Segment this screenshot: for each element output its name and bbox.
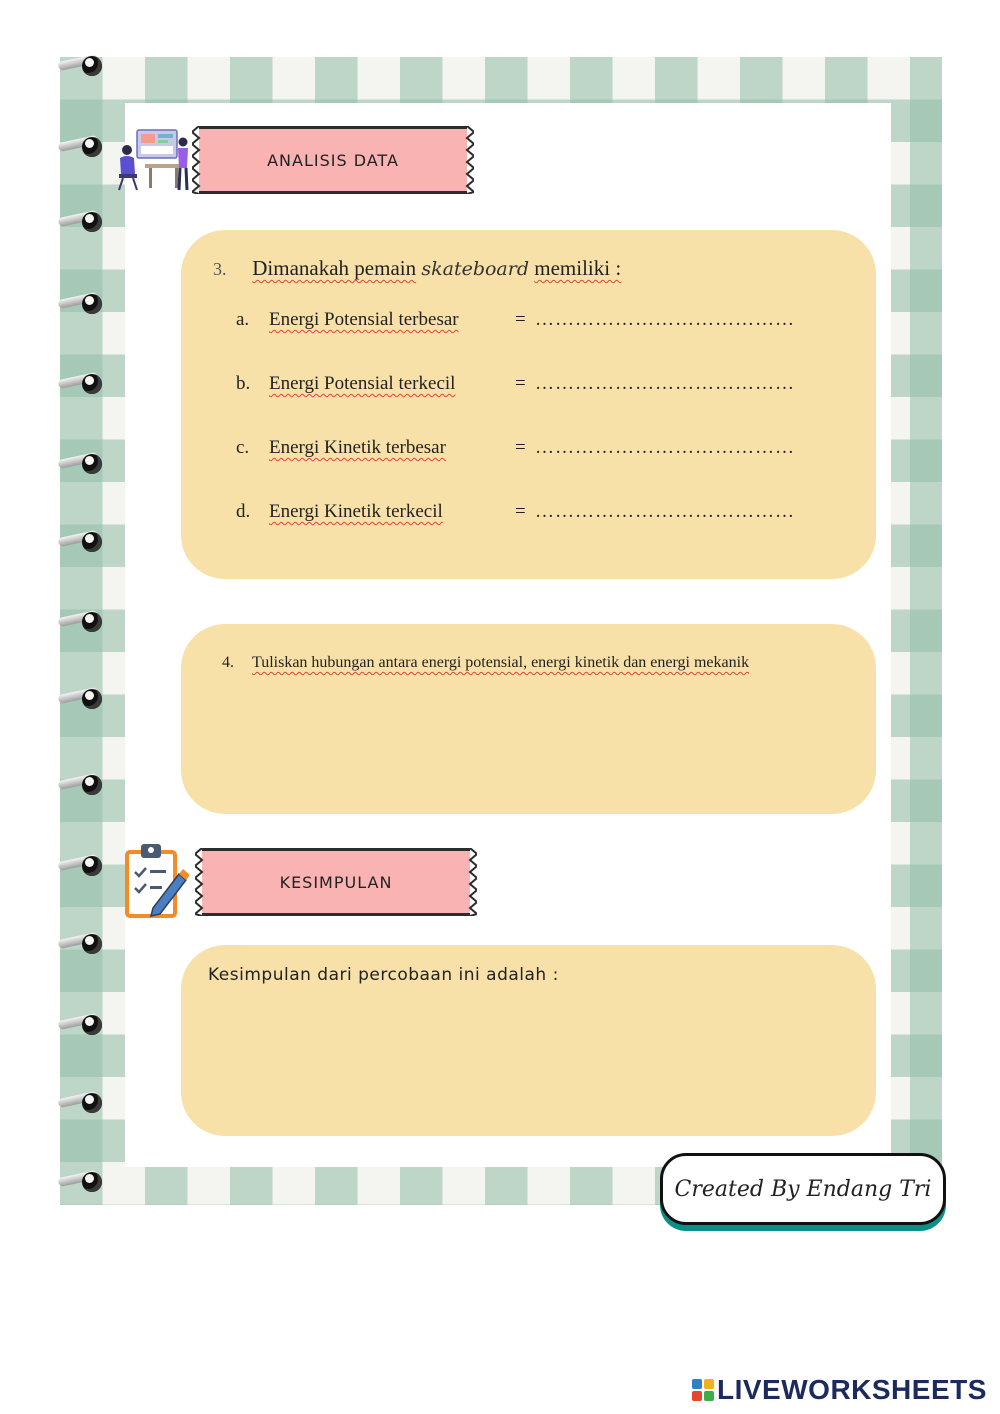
- clipboard-icon: [123, 842, 189, 920]
- item-label: [269, 437, 515, 459]
- question-4-number: 4.: [222, 654, 234, 671]
- item-letter: a.: [236, 309, 250, 330]
- analysis-illustration: [115, 128, 193, 194]
- question-3-card: [181, 230, 876, 579]
- spiral-ring: [58, 52, 104, 80]
- spiral-ring: [58, 133, 104, 161]
- answer-blank[interactable]: …………………………………: [535, 309, 795, 330]
- question-3-item-b: [236, 373, 795, 395]
- spiral-ring: [58, 1168, 104, 1196]
- question-3-item-d: [236, 501, 795, 523]
- creator-signature: Created By Endang Tri: [660, 1153, 946, 1225]
- spiral-ring: [58, 852, 104, 880]
- question-4-card[interactable]: [181, 624, 876, 814]
- spiral-ring: [58, 930, 104, 958]
- item-equals: =: [515, 437, 526, 458]
- question-4-title: [222, 654, 749, 672]
- item-label: [269, 309, 515, 331]
- item-label-text: Energi Kinetik terkecil: [269, 501, 443, 522]
- item-label: [269, 373, 515, 395]
- question-3-item-c: [236, 437, 795, 459]
- spiral-ring: [58, 290, 104, 318]
- question-3-text-italic: skateboard: [421, 258, 530, 280]
- item-equals: =: [515, 373, 526, 394]
- item-label-text: Energi Kinetik terbesar: [269, 437, 446, 458]
- conclusion-ribbon: [202, 848, 470, 916]
- spiral-ring: [58, 771, 104, 799]
- spiral-ring: [58, 608, 104, 636]
- item-letter: c.: [236, 437, 250, 458]
- question-3-text-post: memiliki :: [534, 256, 622, 280]
- brand-name: LIVEWORKSHEETS: [717, 1374, 987, 1405]
- spiral-ring: [58, 685, 104, 713]
- item-label-text: Energi Potensial terbesar: [269, 309, 459, 330]
- spiral-ring: [58, 208, 104, 236]
- conclusion-title: KESIMPULAN: [279, 872, 393, 892]
- conclusion-prompt: Kesimpulan dari percobaan ini adalah :: [208, 965, 559, 985]
- answer-blank[interactable]: …………………………………: [535, 373, 795, 394]
- liveworksheets-brand[interactable]: [692, 1374, 987, 1406]
- item-equals: =: [515, 309, 526, 330]
- ribbon-zigzag-right: [463, 848, 477, 916]
- spiral-ring: [58, 1089, 104, 1117]
- spiral-ring: [58, 528, 104, 556]
- question-4-text: Tuliskan hubungan antara energi potensial, energi kinetik dan energi mekanik: [252, 654, 750, 671]
- item-letter: d.: [236, 501, 251, 522]
- analysis-data-ribbon: [199, 126, 467, 194]
- question-3-number: 3.: [213, 259, 227, 279]
- item-label-text: Energi Potensial terkecil: [269, 373, 456, 394]
- question-3-title: [213, 256, 621, 281]
- item-label: [269, 501, 515, 523]
- spiral-ring: [58, 370, 104, 398]
- ribbon-zigzag-left: [192, 126, 206, 194]
- item-equals: =: [515, 501, 526, 522]
- spiral-ring: [58, 450, 104, 478]
- answer-blank[interactable]: …………………………………: [535, 437, 795, 458]
- question-3-text-pre: Dimanakah pemain: [252, 256, 417, 280]
- analysis-data-title: ANALISIS DATA: [267, 150, 399, 170]
- ribbon-zigzag-right: [460, 126, 474, 194]
- item-letter: b.: [236, 373, 251, 394]
- spiral-ring: [58, 1011, 104, 1039]
- ribbon-zigzag-left: [195, 848, 209, 916]
- question-3-item-a: [236, 309, 795, 331]
- answer-blank[interactable]: …………………………………: [535, 501, 795, 522]
- liveworksheets-logo-icon: [692, 1379, 714, 1401]
